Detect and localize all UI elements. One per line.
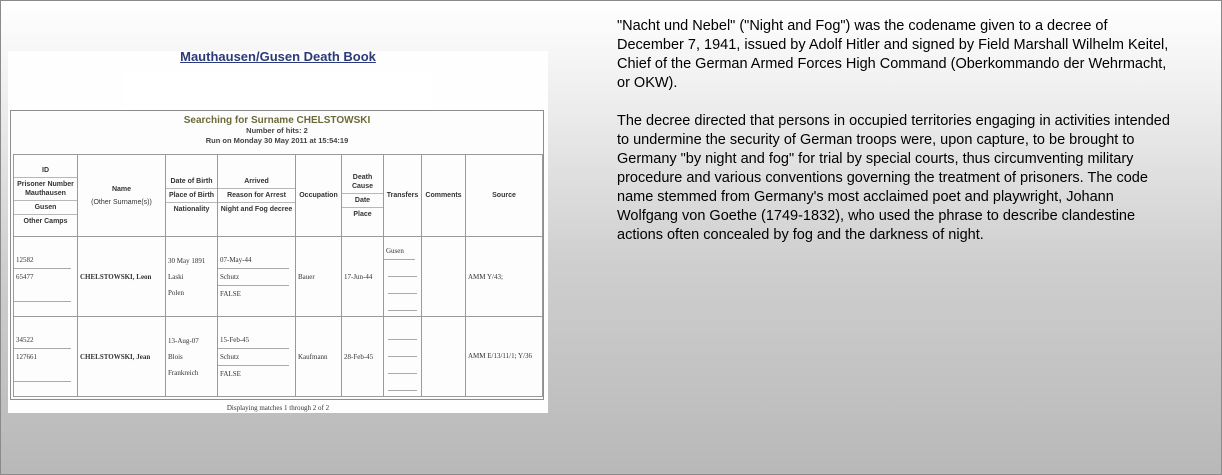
hit-count: Number of hits: 2: [246, 126, 308, 135]
document-footer: Displaying matches 1 through 2 of 2: [226, 404, 330, 412]
row-2-name: CHELSTOWSKI, Jean: [78, 317, 166, 397]
run-timestamp: Run on Monday 30 May 2011 at 15:54:19: [205, 136, 349, 145]
row-1-source: AMM Y/43;: [466, 237, 543, 317]
explanation-text: [617, 17, 1177, 264]
table-header-row: [14, 155, 543, 237]
header-comments: Comments: [422, 155, 466, 237]
row-1-arrived: 07-May-44 Schutz FALSE: [218, 237, 296, 317]
header-name: Name (Other Surname(s)): [78, 155, 166, 237]
row-1-transfers: Gusen: [384, 237, 422, 317]
row-1-name: CHELSTOWSKI, Leon: [78, 237, 166, 317]
blank-strip: [124, 71, 432, 109]
row-2-birth: 13-Aug-07 Blois Frankreich: [166, 317, 218, 397]
search-header: [11, 115, 543, 146]
document-title: Mauthausen/Gusen Death Book: [180, 49, 376, 64]
death-book-document-image: [8, 51, 548, 413]
paragraph-2: The decree directed that persons in occupied territories engaging in activities intended to undermine the security of German troops were, upon capture, to be brought to Germany "by night and fog" for trial by special courts, thus circumventing military procedure and various conventions governing the treatment of prisoners. The code name stemmed from Germany's most acclaimed poet and playwright, Johann Wolfgang von Goethe (1749-1832), who used the phrase to describe clandestine actions often concealed by fog and the darkness of night.: [617, 113, 1170, 243]
row-2-source: AMM E/13/11/1; Y/36: [466, 317, 543, 397]
row-2-comments: [422, 317, 466, 397]
row-2-occupation: Kaufmann: [296, 317, 342, 397]
row-1-birth: 30 May 1891 Laski Polen: [166, 237, 218, 317]
header-birth: Date of Birth Place of Birth Nationality: [166, 155, 218, 237]
table-row: [14, 237, 543, 317]
header-death: Death Cause Date Place: [342, 155, 384, 237]
row-1-death: 17-Jun-44: [342, 237, 384, 317]
search-results-box: [10, 110, 544, 400]
header-arrived: Arrived Reason for Arrest Night and Fog decree: [218, 155, 296, 237]
row-2-transfers: [384, 317, 422, 397]
header-id: ID Prisoner Number Mauthausen Gusen Other Camps: [14, 155, 78, 237]
search-title: Searching for Surname CHELSTOWSKI: [183, 115, 371, 126]
row-2-death: 28-Feb-45: [342, 317, 384, 397]
row-1-occupation: Bauer: [296, 237, 342, 317]
header-transfers: Transfers: [384, 155, 422, 237]
header-source: Source: [466, 155, 543, 237]
row-2-id: 34522 127661: [14, 317, 78, 397]
header-occupation: Occupation: [296, 155, 342, 237]
row-1-comments: [422, 237, 466, 317]
records-table: [13, 154, 543, 397]
table-row: [14, 317, 543, 397]
row-1-id: 12582 65477: [14, 237, 78, 317]
paragraph-1: "Nacht und Nebel" ("Night and Fog") was the codename given to a decree of December 7, 1941, issued by Adolf Hitler and signed by Field Marshall Wilhelm Keitel, Chief of the German Armed Forces High Command (Oberkommando der Wehrmacht, or OKW).: [617, 18, 1169, 91]
row-2-arrived: 15-Feb-45 Schutz FALSE: [218, 317, 296, 397]
